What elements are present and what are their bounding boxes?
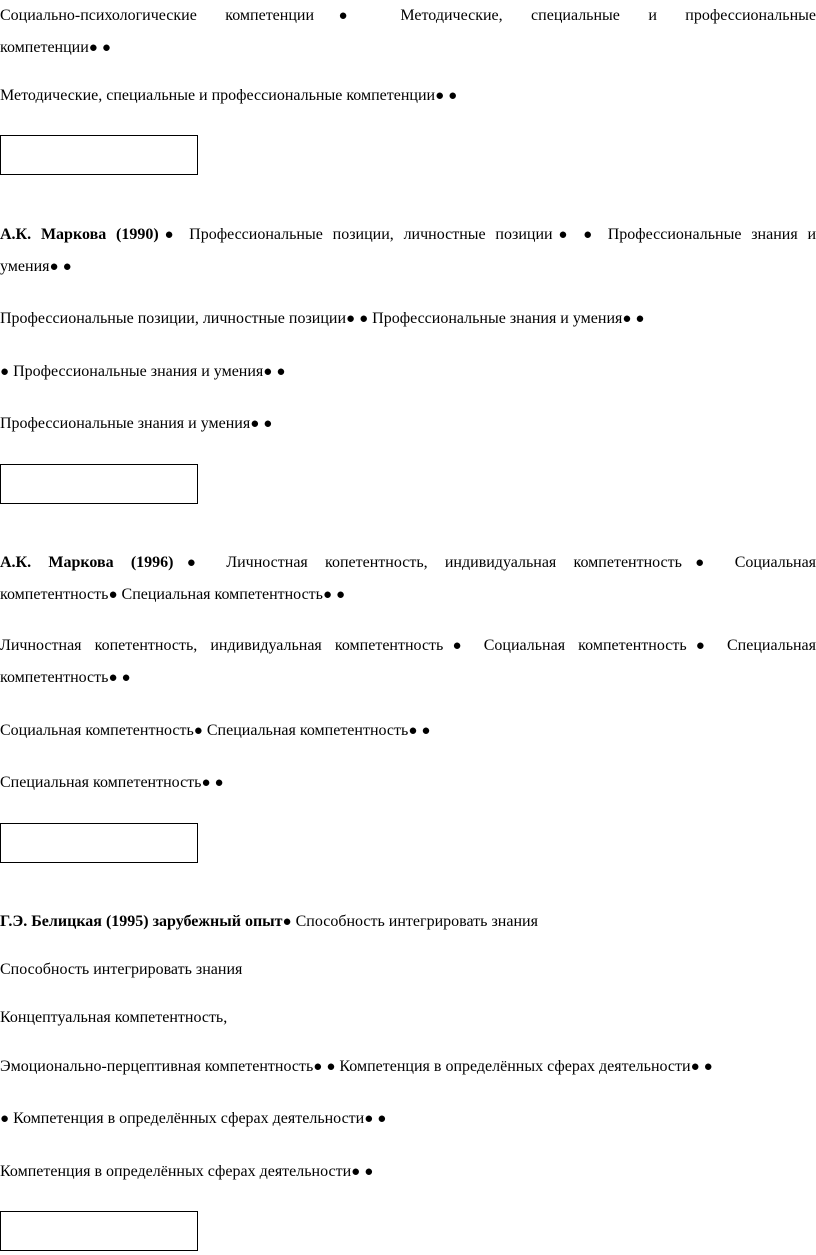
paragraph-8-line-2: компетентность● ● — [0, 669, 131, 686]
paragraph-8-line-1: Личностная копетентность, индивидуальная компетентность● Социальная компетентность● Специальная — [0, 637, 816, 654]
bullet-icon: ● — [263, 364, 273, 380]
bullet-icon: ● — [351, 1164, 361, 1180]
paragraph-3-line-2: умения● ● — [0, 258, 72, 275]
bullet-icon: ● — [282, 914, 292, 930]
bullet-icon: ● — [0, 1111, 10, 1127]
bullet-icon: ● — [263, 416, 273, 432]
bullet-icon: ● — [377, 1111, 387, 1127]
bullet-icon: ● — [88, 40, 98, 56]
bullet-icon: ● — [552, 227, 574, 243]
paragraph-7-line-1: А.К. Маркова (1996)● Личностная копетентность, индивидуальная компетентность● Социальная — [0, 554, 816, 571]
bullet-icon: ● — [0, 364, 10, 380]
bullet-icon: ● — [364, 1164, 374, 1180]
paragraph-13: Концептуальная компетентность, — [0, 1009, 228, 1026]
bullet-icon: ● — [108, 670, 118, 686]
paragraph-1-line-2: компетенции● ● — [0, 39, 111, 56]
paragraph-16: Компетенция в определённых сферах деятельности● ● — [0, 1163, 374, 1180]
bullet-icon: ● — [635, 311, 645, 327]
bullet-icon: ● — [322, 587, 333, 603]
paragraph-2: Методические, специальные и профессиональные компетенции● ● — [0, 87, 458, 104]
author-label: А.К. Маркова (1996) — [0, 554, 174, 571]
empty-answer-box[interactable] — [0, 135, 198, 175]
bullet-icon: ● — [214, 775, 224, 791]
empty-answer-box[interactable] — [0, 1211, 198, 1251]
paragraph-10: Специальная компетентность● ● — [0, 774, 224, 791]
bullet-icon: ● — [622, 311, 632, 327]
bullet-icon: ● — [49, 259, 59, 275]
bullet-icon: ● — [276, 364, 286, 380]
paragraph-6: Профессиональные знания и умения● ● — [0, 415, 273, 432]
bullet-icon: ● — [101, 40, 111, 56]
bullet-icon: ● — [346, 311, 356, 327]
paragraph-1-line-1: Социально-психологические компетенции● Методические, специальные и профессиональные — [0, 7, 816, 24]
paragraph-4: Профессиональные позиции, личностные позиции● ● Профессиональные знания и умения● ● — [0, 310, 645, 327]
author-label: Г.Э. Белицкая (1995) зарубежный опыт — [0, 913, 283, 930]
bullet-icon: ● — [364, 1111, 374, 1127]
bullet-icon: ● — [326, 1059, 336, 1075]
paragraph-9: Социальная компетентность● Специальная компетентность● ● — [0, 722, 431, 739]
paragraph-5: ● Профессиональные знания и умения● ● — [0, 363, 286, 380]
empty-answer-box[interactable] — [0, 464, 198, 504]
bullet-icon: ● — [108, 587, 118, 603]
bullet-icon: ● — [250, 416, 260, 432]
bullet-icon: ● — [681, 555, 718, 571]
paragraph-3-line-1: А.К. Маркова (1990)● Профессиональные позиции, личностные позиции● ● Профессиональные знания и — [0, 226, 816, 243]
bullet-icon: ● — [193, 723, 203, 739]
bullet-icon: ● — [435, 88, 445, 104]
paragraph-15: ● Компетенция в определённых сферах деятельности● ● — [0, 1110, 387, 1127]
bullet-icon: ● — [583, 227, 598, 243]
paragraph-14: Эмоционально-перцептивная компетентность● ● Компетенция в определённых сферах деятельности● ● — [0, 1058, 713, 1075]
bullet-icon: ● — [690, 1059, 700, 1075]
paragraph-11: Г.Э. Белицкая (1995) зарубежный опыт● Способность интегрировать знания — [0, 913, 538, 930]
bullet-icon: ● — [421, 723, 431, 739]
bullet-icon: ● — [173, 555, 210, 571]
bullet-icon: ● — [408, 723, 418, 739]
bullet-icon: ● — [448, 88, 458, 104]
bullet-icon: ● — [158, 227, 180, 243]
bullet-icon: ● — [359, 311, 369, 327]
paragraph-12: Способность интегрировать знания — [0, 961, 243, 978]
bullet-icon: ● — [62, 259, 72, 275]
paragraph-7-line-2: компетентность● Специальная компетентность● ● — [0, 586, 346, 603]
bullet-icon: ● — [313, 1059, 323, 1075]
bullet-icon: ● — [703, 1059, 713, 1075]
bullet-icon: ● — [686, 638, 714, 654]
bullet-icon: ● — [336, 587, 346, 603]
bullet-icon: ● — [314, 8, 372, 24]
bullet-icon: ● — [443, 638, 471, 654]
bullet-icon: ● — [201, 775, 211, 791]
bullet-icon: ● — [121, 670, 131, 686]
empty-answer-box[interactable] — [0, 823, 198, 863]
author-label: А.К. Маркова (1990) — [0, 226, 159, 243]
